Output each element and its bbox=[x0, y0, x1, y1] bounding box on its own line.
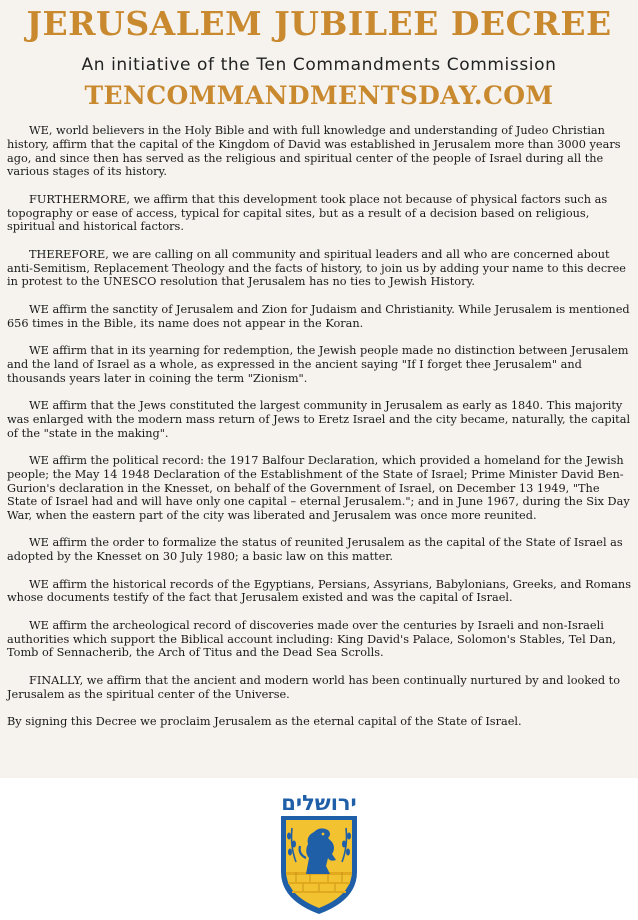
decree-title: JERUSALEM JUBILEE DECREE bbox=[26, 4, 612, 43]
paragraph-furthermore: FURTHERMORE, we affirm that this development took place not because of physical factors such as topography or ease of access, typical for capital sites, but as a result of a decision based on religious, spiritual and historical factors. bbox=[7, 192, 608, 234]
decree-body bbox=[0, 112, 638, 729]
paragraph-finally: FINALLY, we affirm that the ancient and modern world has been continually nurtured by and looked to Jerusalem as the spiritual center of the Universe. bbox=[7, 673, 621, 701]
emblem-hebrew-text: ירושלים bbox=[281, 791, 357, 815]
decree-subtitle: An initiative of the Ten Commandments Commission bbox=[81, 55, 557, 75]
paragraph-therefore: THEREFORE, we are calling on all community and spiritual leaders and all who are concerned about anti-Semitism, Replacement Theology and the facts of history, to join us by adding your name to this decree in protest to the UNESCO resolution that Jerusalem has no ties to Jewish History. bbox=[7, 247, 626, 289]
paragraph-sanctity: WE affirm the sanctity of Jerusalem and Zion for Judaism and Christianity. While Jerusalem is mentioned 656 times in the Bible, its name does not appear in the Koran. bbox=[7, 302, 630, 330]
paragraph-we-believers: WE, world believers in the Holy Bible and with full knowledge and understanding of Judeo Christian history, affirm that the capital of the Kingdom of David was established in Jerusalem more than 3000 years ago, and since then has served as the religious and spiritual center of the people of Israel during all the various stages of its history. bbox=[7, 124, 621, 179]
paragraph-political-record: WE affirm the political record: the 1917 Balfour Declaration, which provided a homeland for the Jewish people; the May 14 1948 Declaration of the Establishment of the State of Israel; Prime Minister David Ben-Gurion's declaration in the Knesset, on behalf of the Government of Israel, on December 13 1949, "The State of Israel had and will have only one capital – eternal Jerusalem."; and in June 1967, during the Six Day War, when the eastern part of the city was liberated and Jerusalem was once more reunited. bbox=[7, 453, 630, 523]
website-link[interactable]: TENCOMMANDMENTSDAY.COM bbox=[84, 81, 554, 110]
jerusalem-emblem bbox=[276, 788, 362, 916]
closing-statement: By signing this Decree we proclaim Jerusalem as the eternal capital of the State of Israel. bbox=[7, 715, 522, 729]
paragraph-archeological: WE affirm the archeological record of discoveries made over the centuries by Israeli and non-Israeli authorities which support the Biblical account including: King David's Palace, Solomon's Stables, Tel Dan, Tomb of Sennacherib, the Arch of Titus and the Dead Sea Scrolls. bbox=[7, 618, 616, 660]
paragraph-redemption: WE affirm that in its yearning for redemption, the Jewish people made no distinction between Jerusalem and the land of Israel as a whole, as expressed in the ancient saying "If I forget thee Jerusalem" and thousands years later in coining the term "Zionism". bbox=[7, 343, 629, 385]
paragraph-knesset-order: WE affirm the order to formalize the status of reunited Jerusalem as the capital of the State of Israel as adopted by the Knesset on 30 July 1980; a basic law on this matter. bbox=[7, 536, 623, 564]
paragraph-historical-records: WE affirm the historical records of the Egyptians, Persians, Assyrians, Babylonians, Greeks, and Romans whose documents testify of the fact that Jerusalem existed and was the capital of Israel. bbox=[7, 577, 632, 605]
paragraph-largest-community: WE affirm that the Jews constituted the largest community in Jerusalem as early as 1840. This majority was enlarged with the modern mass return of Jews to Eretz Israel and the city became, naturally, the capital of the "state in the making". bbox=[7, 398, 631, 440]
jerusalem-coat-of-arms-icon bbox=[276, 788, 362, 916]
